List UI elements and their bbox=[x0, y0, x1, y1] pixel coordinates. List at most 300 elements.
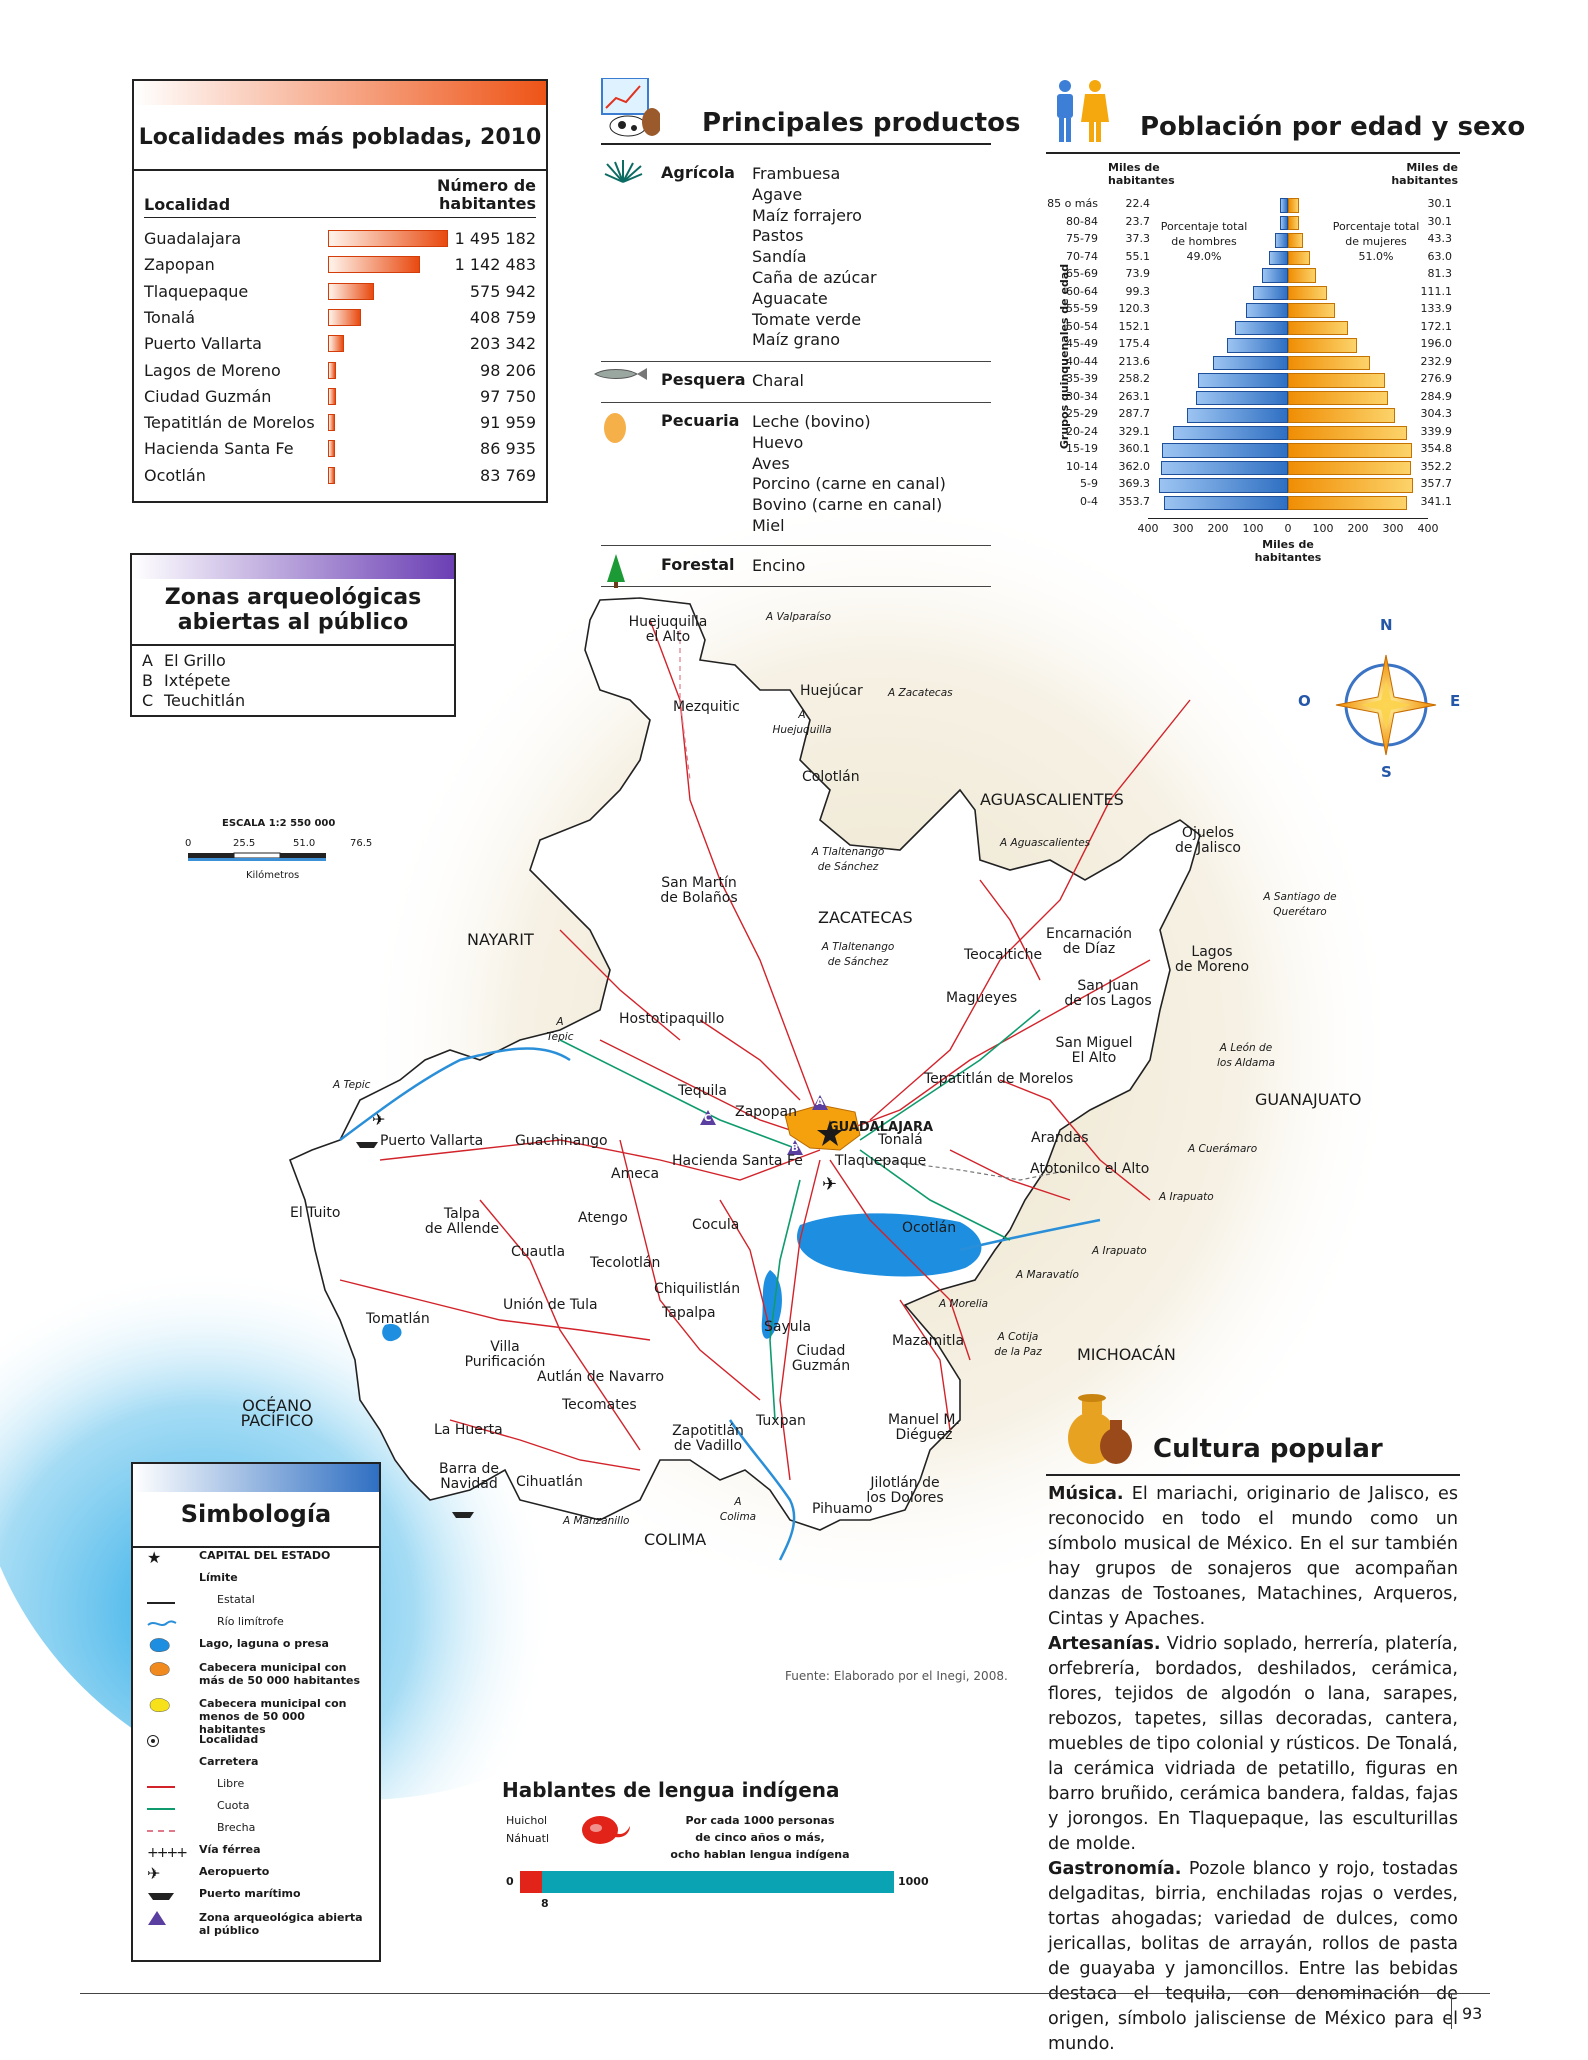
pyramid-men-bar bbox=[1164, 496, 1288, 511]
locality-name: Tepatitlán de Morelos bbox=[144, 413, 315, 433]
hablantes-value: 8 bbox=[541, 1897, 549, 1910]
legend-symbol bbox=[147, 1886, 181, 1905]
pyramid-women-value: 304.3 bbox=[1420, 407, 1452, 420]
city-label: San Miguel El Alto bbox=[1055, 1035, 1133, 1066]
population-icon bbox=[1052, 78, 1112, 150]
map-source: Fuente: Elaborado por el Inegi, 2008. bbox=[785, 1669, 1008, 1683]
direction-label: A Cotija de la Paz bbox=[994, 1331, 1042, 1358]
legend-symbol: ✈ bbox=[147, 1864, 161, 1883]
state-guanajuato: GUANAJUATO bbox=[1255, 1090, 1362, 1109]
pyramid-men-value: 120.3 bbox=[1118, 302, 1150, 315]
product-category: Pesquera bbox=[661, 370, 746, 389]
pyramid-men-value: 287.7 bbox=[1118, 407, 1150, 420]
hablantes-bar-fill bbox=[520, 1871, 542, 1893]
city-label: Huejuquilla el Alto bbox=[628, 614, 708, 645]
pyramid-age-label: 35-39 bbox=[1066, 372, 1098, 385]
pyramid-men-bar bbox=[1161, 461, 1288, 476]
locality-value: 91 959 bbox=[480, 413, 536, 433]
city-label: San Martín de Bolaños bbox=[660, 875, 738, 906]
zonas-title: Zonas arqueológicas abiertas al público bbox=[164, 585, 422, 635]
pyramid-women-value: 30.1 bbox=[1427, 214, 1452, 228]
pyramid-men-bar bbox=[1187, 408, 1288, 423]
legend-label: Aeropuerto bbox=[199, 1865, 270, 1878]
pyramid-women-value: 133.9 bbox=[1420, 302, 1452, 315]
pyramid-men-bar bbox=[1196, 391, 1288, 406]
pyramid-women-value: 352.2 bbox=[1420, 459, 1452, 473]
legend-label: Cabecera municipal con menos de 50 000 habitantes bbox=[199, 1697, 347, 1736]
scale-tick: 51.0 bbox=[293, 838, 316, 849]
product-item: Huevo bbox=[752, 432, 804, 452]
pyramid-age-label: 80-84 bbox=[1066, 214, 1098, 228]
product-divider bbox=[601, 361, 991, 362]
pyramid-women-bar bbox=[1288, 356, 1370, 371]
scale-unit: Kilómetros bbox=[246, 870, 300, 881]
product-item: Charal bbox=[752, 371, 804, 390]
locality-value: 83 769 bbox=[480, 465, 536, 485]
locality-value: 97 750 bbox=[480, 386, 536, 406]
city-label: Talpa de Allende bbox=[424, 1206, 500, 1237]
legend-symbol bbox=[147, 1910, 181, 1930]
pyramid-men-bar bbox=[1235, 321, 1288, 336]
pyramid-men-value: 263.1 bbox=[1118, 389, 1150, 403]
city-label: Teocaltiche bbox=[964, 947, 1043, 963]
speech-icon bbox=[578, 1812, 634, 1856]
locality-name: Tlaquepaque bbox=[144, 281, 249, 301]
pyramid-women-bar bbox=[1288, 286, 1327, 301]
product-item: Leche (bovino) bbox=[752, 412, 871, 431]
ocean-label: OCÉANO PACÍFICO bbox=[240, 1396, 314, 1430]
legend-symbol bbox=[147, 1660, 181, 1682]
pyramid-women-bar bbox=[1288, 268, 1316, 283]
city-label: Ojuelos de Jalisco bbox=[1175, 825, 1241, 856]
city-label: Villa Purificación bbox=[464, 1339, 546, 1370]
pyramid-annotation-men: Porcentaje total de hombres 49.0% bbox=[1160, 220, 1248, 263]
city-label: Unión de Tula bbox=[503, 1297, 598, 1313]
hablantes-bar-track bbox=[520, 1871, 894, 1893]
zona-name: El Grillo bbox=[164, 651, 226, 670]
product-item: Caña de azúcar bbox=[752, 268, 877, 287]
pyramid-x-tick: 200 bbox=[1207, 522, 1229, 535]
pyramid-age-label: 70-74 bbox=[1066, 249, 1098, 263]
locality-bar bbox=[328, 440, 335, 457]
legend-label: Límite bbox=[199, 1571, 238, 1584]
pyramid-age-label: 10-14 bbox=[1066, 459, 1098, 473]
locality-bar bbox=[328, 388, 336, 405]
city-label: Sayula bbox=[764, 1319, 812, 1335]
product-item: Miel bbox=[752, 516, 785, 535]
city-label: Guachinango bbox=[515, 1133, 608, 1149]
locality-value: 203 342 bbox=[469, 334, 536, 354]
arch-zone-a-label: A bbox=[816, 1097, 824, 1108]
arch-zone-b-label: B bbox=[791, 1143, 799, 1154]
direction-label: A Valparaíso bbox=[766, 611, 832, 623]
state-zacatecas: ZACATECAS bbox=[818, 908, 913, 927]
state-nayarit: NAYARIT bbox=[467, 930, 534, 949]
direction-label: A León de los Aldama bbox=[1216, 1042, 1276, 1069]
city-label: Ameca bbox=[611, 1166, 660, 1182]
pyramid-women-bar bbox=[1288, 391, 1388, 406]
pyramid-age-label: 30-34 bbox=[1066, 389, 1098, 403]
pyramid-men-value: 99.3 bbox=[1125, 284, 1150, 298]
product-item: Aves bbox=[752, 453, 790, 473]
zona-name: Ixtépete bbox=[164, 671, 231, 690]
pyramid-women-bar bbox=[1288, 443, 1412, 458]
fish-icon bbox=[593, 366, 649, 386]
footer-rule bbox=[80, 1993, 1490, 1994]
pyramid-x-tick: 300 bbox=[1172, 522, 1194, 535]
direction-label: A Tepic bbox=[546, 1016, 574, 1043]
pyramid-men-value: 55.1 bbox=[1125, 249, 1150, 263]
compass-o: O bbox=[1298, 692, 1311, 710]
agave-icon bbox=[603, 160, 643, 188]
pyramid-men-value: 152.1 bbox=[1118, 319, 1150, 333]
pyramid-men-value: 37.3 bbox=[1125, 232, 1150, 245]
pyramid-women-bar bbox=[1288, 338, 1357, 353]
pyramid-men-value: 353.7 bbox=[1118, 494, 1150, 508]
pyramid-age-label: 60-64 bbox=[1066, 284, 1098, 298]
pyramid-x-tick: 400 bbox=[1137, 522, 1159, 535]
locality-bar bbox=[328, 414, 335, 431]
pyramid-men-value: 258.2 bbox=[1118, 372, 1150, 385]
pyramid-unit-right: Miles de habitantes bbox=[1391, 161, 1458, 187]
direction-label: A Zacatecas bbox=[888, 687, 953, 699]
direction-label: A Huejuquilla bbox=[772, 709, 832, 736]
locality-bar bbox=[328, 309, 361, 326]
pyramid-men-value: 175.4 bbox=[1118, 337, 1150, 350]
zonas-panel bbox=[130, 553, 456, 717]
legend-symbol: ★ bbox=[147, 1548, 162, 1567]
pyramid-men-value: 73.9 bbox=[1125, 267, 1150, 280]
direction-label: A Aguascalientes bbox=[1000, 837, 1091, 849]
pyramid-women-bar bbox=[1288, 426, 1407, 441]
scale-bar bbox=[188, 853, 326, 861]
product-item: Frambuesa bbox=[752, 164, 841, 183]
legend-symbol bbox=[147, 1636, 181, 1658]
pyramid-age-label: 50-54 bbox=[1066, 319, 1098, 333]
legend-label: Vía férrea bbox=[199, 1843, 261, 1856]
pyramid-men-bar bbox=[1159, 478, 1288, 493]
hablantes-lang1: Huichol bbox=[506, 1814, 548, 1827]
city-label: Huejúcar bbox=[800, 683, 863, 699]
legend-label: Estatal bbox=[217, 1593, 255, 1606]
compass-s: S bbox=[1381, 763, 1392, 781]
locality-name: Guadalajara bbox=[144, 229, 242, 248]
pyramid-men-bar bbox=[1198, 373, 1288, 388]
scale-tick: 25.5 bbox=[233, 838, 256, 849]
city-label: Manuel M. Diéguez bbox=[888, 1412, 960, 1443]
city-label: Encarnación de Díaz bbox=[1046, 926, 1132, 957]
arch-zone-c-label: C bbox=[704, 1113, 712, 1124]
product-divider bbox=[601, 402, 991, 403]
pyramid-women-bar bbox=[1288, 461, 1411, 476]
zona-name: Teuchitlán bbox=[164, 691, 246, 710]
legend-label: Río limítrofe bbox=[217, 1615, 284, 1628]
direction-label: A Irapuato bbox=[1159, 1191, 1214, 1203]
legend-symbol bbox=[147, 1798, 181, 1817]
city-label: Tepatitlán de Morelos bbox=[924, 1071, 1074, 1087]
pyramid-women-bar bbox=[1288, 496, 1407, 511]
pyramid-x-tick: 300 bbox=[1382, 522, 1404, 535]
city-label: Tecolotlán bbox=[590, 1255, 661, 1271]
legend-symbol bbox=[147, 1776, 181, 1795]
pottery-icon bbox=[1064, 1378, 1134, 1472]
cultura-text bbox=[1048, 1482, 1458, 2057]
pyramid-men-bar bbox=[1246, 303, 1288, 318]
state-michoacan: MICHOACÁN bbox=[1077, 1345, 1176, 1364]
pyramid-x-tick: 200 bbox=[1347, 522, 1369, 535]
airport-guadalajara: ✈ bbox=[822, 1174, 838, 1195]
scale-tick: 76.5 bbox=[350, 838, 373, 849]
pyramid-age-label: 45-49 bbox=[1066, 337, 1098, 350]
product-item: Sandía bbox=[752, 247, 807, 267]
pyramid-women-bar bbox=[1288, 233, 1303, 248]
city-label: Cuautla bbox=[511, 1244, 566, 1260]
direction-label: A Morelia bbox=[939, 1298, 989, 1310]
pyramid-x-label: Miles de habitantes bbox=[1254, 538, 1322, 564]
product-item: Maíz forrajero bbox=[752, 205, 862, 225]
pyramid-men-bar bbox=[1275, 233, 1288, 248]
cultura-artesanias: Artesanías. Vidrio soplado, herrería, platería, orfebrería, bordados, deshilados, cerámica, flores, tejidos de algodón o lana, sarapes, rebozos, tapetes, sillas decoradas, cantera, muebles de tipo colonial y rústicos. De Tonalá, la cerámica vidriada de petatillo, figuras en barro bruñido, cerámica bandera, faldas, fajas y jorongos. En Tlaquepaque, las esculturillas de molde. bbox=[1048, 1634, 1458, 1854]
hablantes-title: Hablantes de lengua indígena bbox=[502, 1778, 840, 1802]
pyramid-men-value: 22.4 bbox=[1125, 197, 1150, 210]
city-label: Puerto Vallarta bbox=[380, 1133, 484, 1149]
product-item: Agave bbox=[752, 184, 803, 204]
pyramid-women-bar bbox=[1288, 408, 1395, 423]
pyramid-men-bar bbox=[1280, 198, 1288, 213]
cultura-title: Cultura popular bbox=[1153, 1434, 1383, 1464]
city-label: Cihuatlán bbox=[516, 1474, 583, 1490]
pyramid-age-label: 5-9 bbox=[1080, 477, 1098, 490]
pyramid-women-value: 284.9 bbox=[1420, 389, 1452, 403]
hablantes-max: 1000 bbox=[898, 1875, 929, 1888]
pyramid-men-value: 329.1 bbox=[1118, 424, 1150, 438]
legend-label: Lago, laguna o presa bbox=[199, 1637, 329, 1650]
pyramid-women-value: 111.1 bbox=[1420, 284, 1452, 298]
locality-value: 575 942 bbox=[469, 281, 536, 301]
pyramid-men-bar bbox=[1227, 338, 1288, 353]
locality-value: 98 206 bbox=[480, 360, 536, 380]
city-label: Chiquilistlán bbox=[654, 1281, 741, 1297]
locality-name: Tonalá bbox=[144, 307, 196, 327]
localidades-header-bar bbox=[134, 81, 546, 105]
pyramid-men-bar bbox=[1162, 443, 1288, 458]
city-label: Zapopan bbox=[735, 1104, 797, 1120]
pyramid-annotation-women: Porcentaje total de mujeres 51.0% bbox=[1332, 220, 1420, 263]
locality-value: 1 495 182 bbox=[454, 229, 536, 248]
pyramid-women-value: 196.0 bbox=[1420, 337, 1452, 350]
pyramid-women-value: 43.3 bbox=[1427, 232, 1452, 245]
productos-icon bbox=[600, 78, 650, 140]
pyramid-women-bar bbox=[1288, 303, 1335, 318]
city-label: Tecomates bbox=[562, 1397, 637, 1413]
locality-bar bbox=[328, 283, 374, 300]
locality-bar bbox=[328, 256, 420, 273]
legend-label: Carretera bbox=[199, 1755, 259, 1768]
city-label: Pihuamo bbox=[812, 1501, 873, 1517]
pyramid-men-value: 369.3 bbox=[1118, 477, 1150, 490]
direction-label: A Santiago de Querétaro bbox=[1263, 891, 1337, 918]
city-label: Colotlán bbox=[802, 769, 860, 785]
city-label: Magueyes bbox=[946, 990, 1018, 1006]
locality-bar bbox=[328, 230, 448, 247]
product-item: Tomate verde bbox=[752, 309, 862, 329]
localidades-panel bbox=[132, 79, 548, 503]
pyramid-age-label: 0-4 bbox=[1080, 494, 1098, 508]
hablantes-min: 0 bbox=[506, 1875, 514, 1888]
tree-icon bbox=[606, 554, 626, 592]
direction-label: A Tlaltenango de Sánchez bbox=[811, 846, 885, 873]
pyramid-women-value: 357.7 bbox=[1420, 477, 1452, 490]
city-label: Jilotlán de los Dolores bbox=[866, 1475, 944, 1506]
localidades-header-locality: Localidad bbox=[144, 195, 231, 214]
city-label: Barra de Navidad bbox=[439, 1461, 499, 1492]
cultura-musica: Música. El mariachi, originario de Jalisco, es reconocido en todo el mundo como un símbolo musical de México. En el sur también hay grupos de sonajeros que acompañan danzas de Tostoanes, Matachines, Arqueros, Cintas y Apaches. bbox=[1048, 1484, 1458, 1629]
legend-label: Cuota bbox=[217, 1799, 250, 1812]
city-label: Tomatlán bbox=[366, 1311, 430, 1327]
city-label: Ocotlán bbox=[902, 1220, 957, 1236]
direction-label: A Tepic bbox=[333, 1079, 371, 1091]
locality-value: 1 142 483 bbox=[454, 255, 536, 275]
direction-label: A Tlaltenango de Sánchez bbox=[821, 941, 895, 968]
locality-name: Hacienda Santa Fe bbox=[144, 439, 294, 459]
pyramid-y-label: Grupos quinquenales de edad bbox=[1058, 263, 1072, 450]
pyramid-women-bar bbox=[1288, 216, 1299, 231]
hablantes-note: Por cada 1000 personas de cinco años o más, ocho hablan lengua indígena bbox=[670, 1814, 850, 1861]
pyramid-men-bar bbox=[1253, 286, 1288, 301]
pyramid-unit-left: Miles de habitantes bbox=[1108, 161, 1175, 187]
legend-symbol bbox=[147, 1592, 181, 1611]
hablantes-lang2: Náhuatl bbox=[506, 1832, 550, 1845]
state-aguascalientes: AGUASCALIENTES bbox=[980, 790, 1124, 809]
pyramid-women-value: 276.9 bbox=[1420, 372, 1452, 385]
city-label: Lagos de Moreno bbox=[1174, 944, 1250, 975]
pyramid-women-bar bbox=[1288, 478, 1413, 493]
city-label: Arandas bbox=[1031, 1130, 1089, 1146]
pyramid-age-label: 40-44 bbox=[1066, 354, 1098, 368]
city-label: Hostotipaquillo bbox=[619, 1011, 725, 1027]
city-label: Mezquitic bbox=[673, 699, 740, 715]
locality-name: Ciudad Guzmán bbox=[144, 386, 272, 406]
product-item: Pastos bbox=[752, 226, 804, 246]
product-item: Encino bbox=[752, 556, 806, 575]
pyramid-men-value: 213.6 bbox=[1118, 354, 1150, 368]
cultura-gastronomia: Gastronomía. Pozole blanco y rojo, tostadas delgaditas, birria, enchiladas rojas o verdes, tortas ahogadas; variedad de dulces, como jericallas, bolitas de arrayán, rollos de pasta de guayaba y jamoncillos. Entre las bebidas destaca el tequila, con denominación de origen, símbolo jalisciense de México para el mundo. bbox=[1048, 1859, 1458, 2054]
legend-symbol bbox=[147, 1732, 181, 1751]
pyramid-men-bar bbox=[1280, 216, 1288, 231]
locality-bar bbox=[328, 362, 336, 379]
legend-label: Zona arqueológica abierta al público bbox=[199, 1911, 363, 1937]
pyramid-women-value: 172.1 bbox=[1420, 319, 1452, 333]
pyramid-x-tick: 0 bbox=[1284, 522, 1292, 535]
pyramid-age-label: 20-24 bbox=[1066, 424, 1098, 438]
product-item: Porcino (carne en canal) bbox=[752, 474, 946, 494]
pyramid-women-bar bbox=[1288, 321, 1348, 336]
zona-letter: B bbox=[142, 671, 153, 690]
pyramid-men-value: 23.7 bbox=[1125, 214, 1150, 228]
pyramid-age-label: 55-59 bbox=[1066, 302, 1098, 315]
product-item: Maíz grano bbox=[752, 330, 841, 350]
city-label: Atotonilco el Alto bbox=[1030, 1161, 1150, 1177]
city-label: La Huerta bbox=[434, 1422, 503, 1438]
pyramid-men-value: 360.1 bbox=[1118, 442, 1150, 455]
pyramid-x-axis bbox=[1148, 518, 1428, 519]
pyramid-x-tick: 100 bbox=[1242, 522, 1264, 535]
city-label: Hacienda Santa Fe bbox=[672, 1153, 803, 1169]
city-label: Tequila bbox=[678, 1083, 727, 1099]
pyramid-men-value: 362.0 bbox=[1118, 459, 1150, 473]
product-item: Aguacate bbox=[752, 288, 828, 308]
city-label: Tuxpan bbox=[756, 1413, 806, 1429]
city-label: Mazamitla bbox=[892, 1333, 965, 1349]
pyramid-women-value: 63.0 bbox=[1427, 249, 1452, 263]
city-label: San Juan de los Lagos bbox=[1064, 978, 1152, 1009]
locality-value: 408 759 bbox=[469, 307, 536, 327]
direction-label: A Colima bbox=[719, 1496, 757, 1523]
legend-label: Puerto marítimo bbox=[199, 1887, 301, 1900]
productos-title: Principales productos bbox=[702, 108, 1021, 138]
pyramid-x-tick: 100 bbox=[1312, 522, 1334, 535]
legend-label: Brecha bbox=[217, 1821, 256, 1834]
scale-title: ESCALA 1:2 550 000 bbox=[222, 818, 336, 829]
locality-value: 86 935 bbox=[480, 439, 536, 459]
pyramid-women-value: 232.9 bbox=[1420, 354, 1452, 368]
localidades-header-count: Número de habitantes bbox=[436, 176, 536, 213]
pyramid-women-value: 341.1 bbox=[1420, 494, 1452, 508]
pyramid-women-bar bbox=[1288, 198, 1299, 213]
compass-e: E bbox=[1450, 692, 1461, 710]
pyramid-age-label: 75-79 bbox=[1066, 232, 1098, 245]
pyramid-age-label: 65-69 bbox=[1066, 267, 1098, 280]
product-category: Agrícola bbox=[661, 163, 735, 182]
city-label: El Tuito bbox=[290, 1205, 341, 1221]
pyramid-women-value: 81.3 bbox=[1427, 267, 1452, 280]
direction-label: A Cuerámaro bbox=[1188, 1143, 1258, 1155]
product-divider bbox=[601, 545, 991, 546]
pyramid-women-value: 354.8 bbox=[1420, 442, 1452, 455]
product-category: Pecuaria bbox=[661, 411, 740, 430]
pyramid-x-tick: 400 bbox=[1417, 522, 1439, 535]
localidades-title: Localidades más pobladas, 2010 bbox=[138, 125, 542, 150]
zona-letter: A bbox=[142, 651, 153, 670]
pyramid-men-bar bbox=[1262, 268, 1288, 283]
city-label: Autlán de Navarro bbox=[537, 1369, 665, 1385]
direction-label: A Irapuato bbox=[1092, 1245, 1147, 1257]
city-label: Tapalpa bbox=[662, 1305, 716, 1321]
scale-tick: 0 bbox=[185, 838, 192, 849]
locality-bar bbox=[328, 335, 344, 352]
pyramid-men-bar bbox=[1213, 356, 1288, 371]
locality-bar bbox=[328, 467, 335, 484]
pyramid-women-bar bbox=[1288, 251, 1310, 266]
city-label: Cocula bbox=[692, 1217, 740, 1233]
direction-label: A Maravatío bbox=[1016, 1269, 1079, 1281]
legend-label: CAPITAL DEL ESTADO bbox=[199, 1549, 331, 1562]
locality-name: Lagos de Moreno bbox=[144, 360, 281, 380]
legend-symbol bbox=[147, 1696, 181, 1718]
pyramid-men-bar bbox=[1173, 426, 1288, 441]
pyramid-age-label: 85 o más bbox=[1047, 197, 1098, 210]
direction-label: A Manzanillo bbox=[563, 1515, 630, 1527]
locality-name: Puerto Vallarta bbox=[144, 334, 262, 354]
locality-name: Ocotlán bbox=[144, 465, 206, 485]
locality-name: Zapopan bbox=[144, 255, 215, 275]
compass-rose bbox=[1336, 655, 1436, 755]
pyramid-men-bar bbox=[1269, 251, 1288, 266]
product-item: Bovino (carne en canal) bbox=[752, 495, 943, 515]
state-colima: COLIMA bbox=[644, 1530, 707, 1549]
pyramid-women-value: 30.1 bbox=[1427, 197, 1452, 210]
compass-n: N bbox=[1380, 616, 1393, 634]
